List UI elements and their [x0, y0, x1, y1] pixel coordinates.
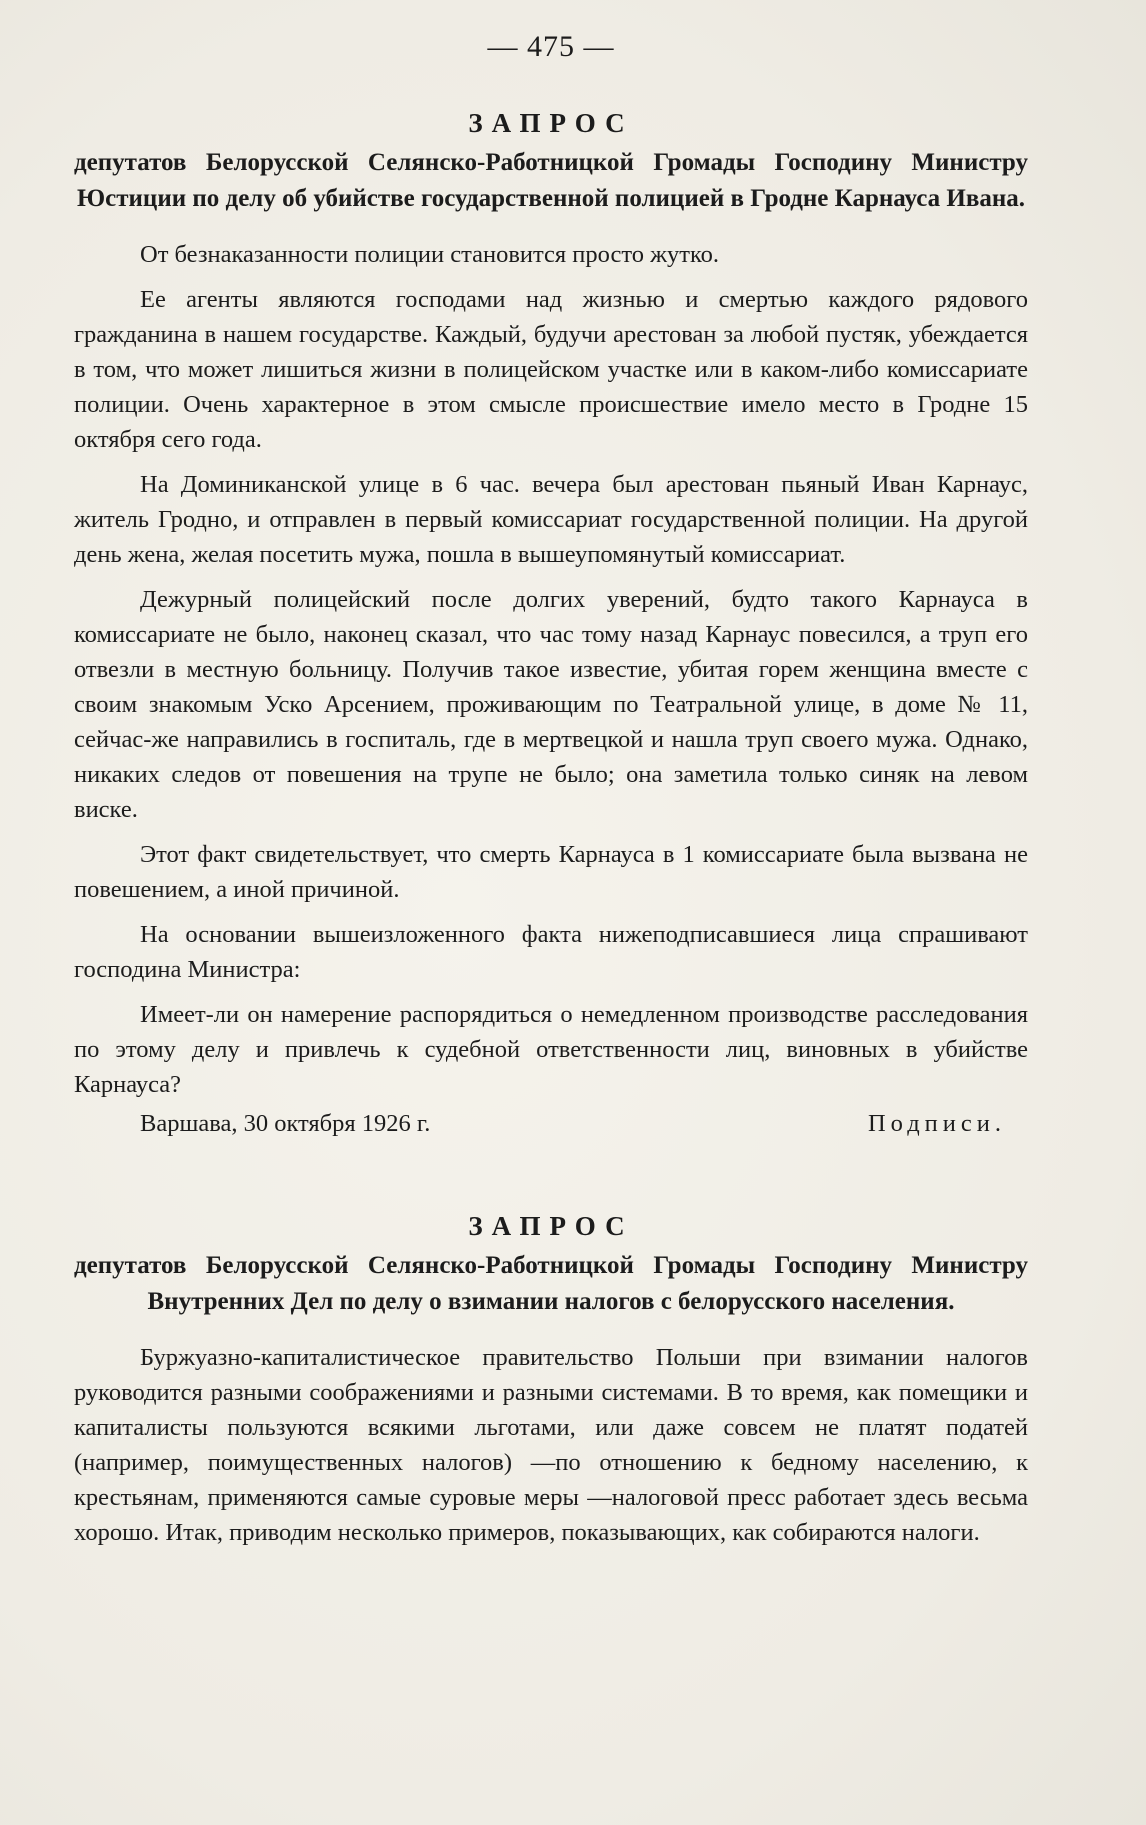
- section-1-paragraph: Имеет-ли он намерение распорядиться о немедленном производстве расследования по этому делу и привлечь к судебной ответственности лиц, виновных в убийстве Карнауса?: [74, 1001, 1028, 1098]
- section-1-paragraph: На Доминиканской улице в 6 час. вечера был арестован пьяный Иван Карнаус, житель Гродно, и отправлен в первый комиссариат государственной полиции. На другой день жена, желая посетить мужа, пошла в вышеупомянутый комиссариат.: [74, 471, 1028, 568]
- section-1-paragraph: Ее агенты являются господами над жизнью и смертью каждого рядового гражданина в нашем государстве. Каждый, будучи арестован за любой пустяк, убеждается в том, что может лишиться жизни в полицейском участке или в каком-либо комиссариате полиции. Очень характерное в этом смысле происшествие имело место в Гродне 15 октября сего года.: [74, 286, 1028, 453]
- section-2-subheading: депутатов Белорусской Селянско-Работницкой Громады Господину Министру Внутренних Дел по делу о взимании налогов с белорусского населения.: [74, 1252, 1028, 1315]
- place-date: Варшава, 30 октября 1926 г.: [140, 1110, 431, 1137]
- section-1-paragraph: Дежурный полицейский после долгих уверений, будто такого Карнауса в комиссариате не было, наконец сказал, что час тому назад Карнаус повесился, а труп его отвезли в местную больницу. Получив такое известие, убитая горем женщина вместе с своим знакомым Уско Арсением, проживающим по Театральной улице, в доме № 11, сейчас-же направились в госпиталь, где в мертвецкой и нашла труп своего мужа. Однако, никаких следов от повешения на трупе не было; она заметила только синяк на левом виске.: [74, 586, 1028, 823]
- section-1-subheading: депутатов Белорусской Селянско-Работницкой Громады Господину Министру Юстиции по делу об убийстве государственной полицией в Гродне Карнауса Ивана.: [74, 149, 1028, 212]
- signature-block: [74, 1106, 1028, 1141]
- section-2-paragraph: Буржуазно-капиталистическое правительство Польши при взимании налогов руководится разными соображениями и разными системами. В то время, как помещики и капиталисты пользуются всякими льготами, или даже совсем не платят податей (например, поимущественных налогов) —по отношению к бедному населению, к крестьянам, применяются самые суровые меры —налоговой пресс работает здесь весьма хорошо. Итак, приводим несколько примеров, показывающих, как собираются налоги.: [74, 1344, 1028, 1546]
- signature: Подписи.: [867, 1110, 1006, 1137]
- section-1-paragraph: От безнаказанности полиции становится просто жутко.: [140, 241, 720, 268]
- page-number: — 475 —: [487, 30, 615, 63]
- section-2-heading: ЗАПРОС: [468, 1211, 634, 1241]
- section-1-paragraph: Этот факт свидетельствует, что смерть Карнауса в 1 комиссариате была вызвана не повешением, а иной причиной.: [74, 841, 1028, 903]
- section-1-heading: ЗАПРОС: [468, 108, 634, 138]
- section-1-paragraph: На основании вышеизложенного факта нижеподписавшиеся лица спрашивают господина Министра:: [74, 921, 1028, 983]
